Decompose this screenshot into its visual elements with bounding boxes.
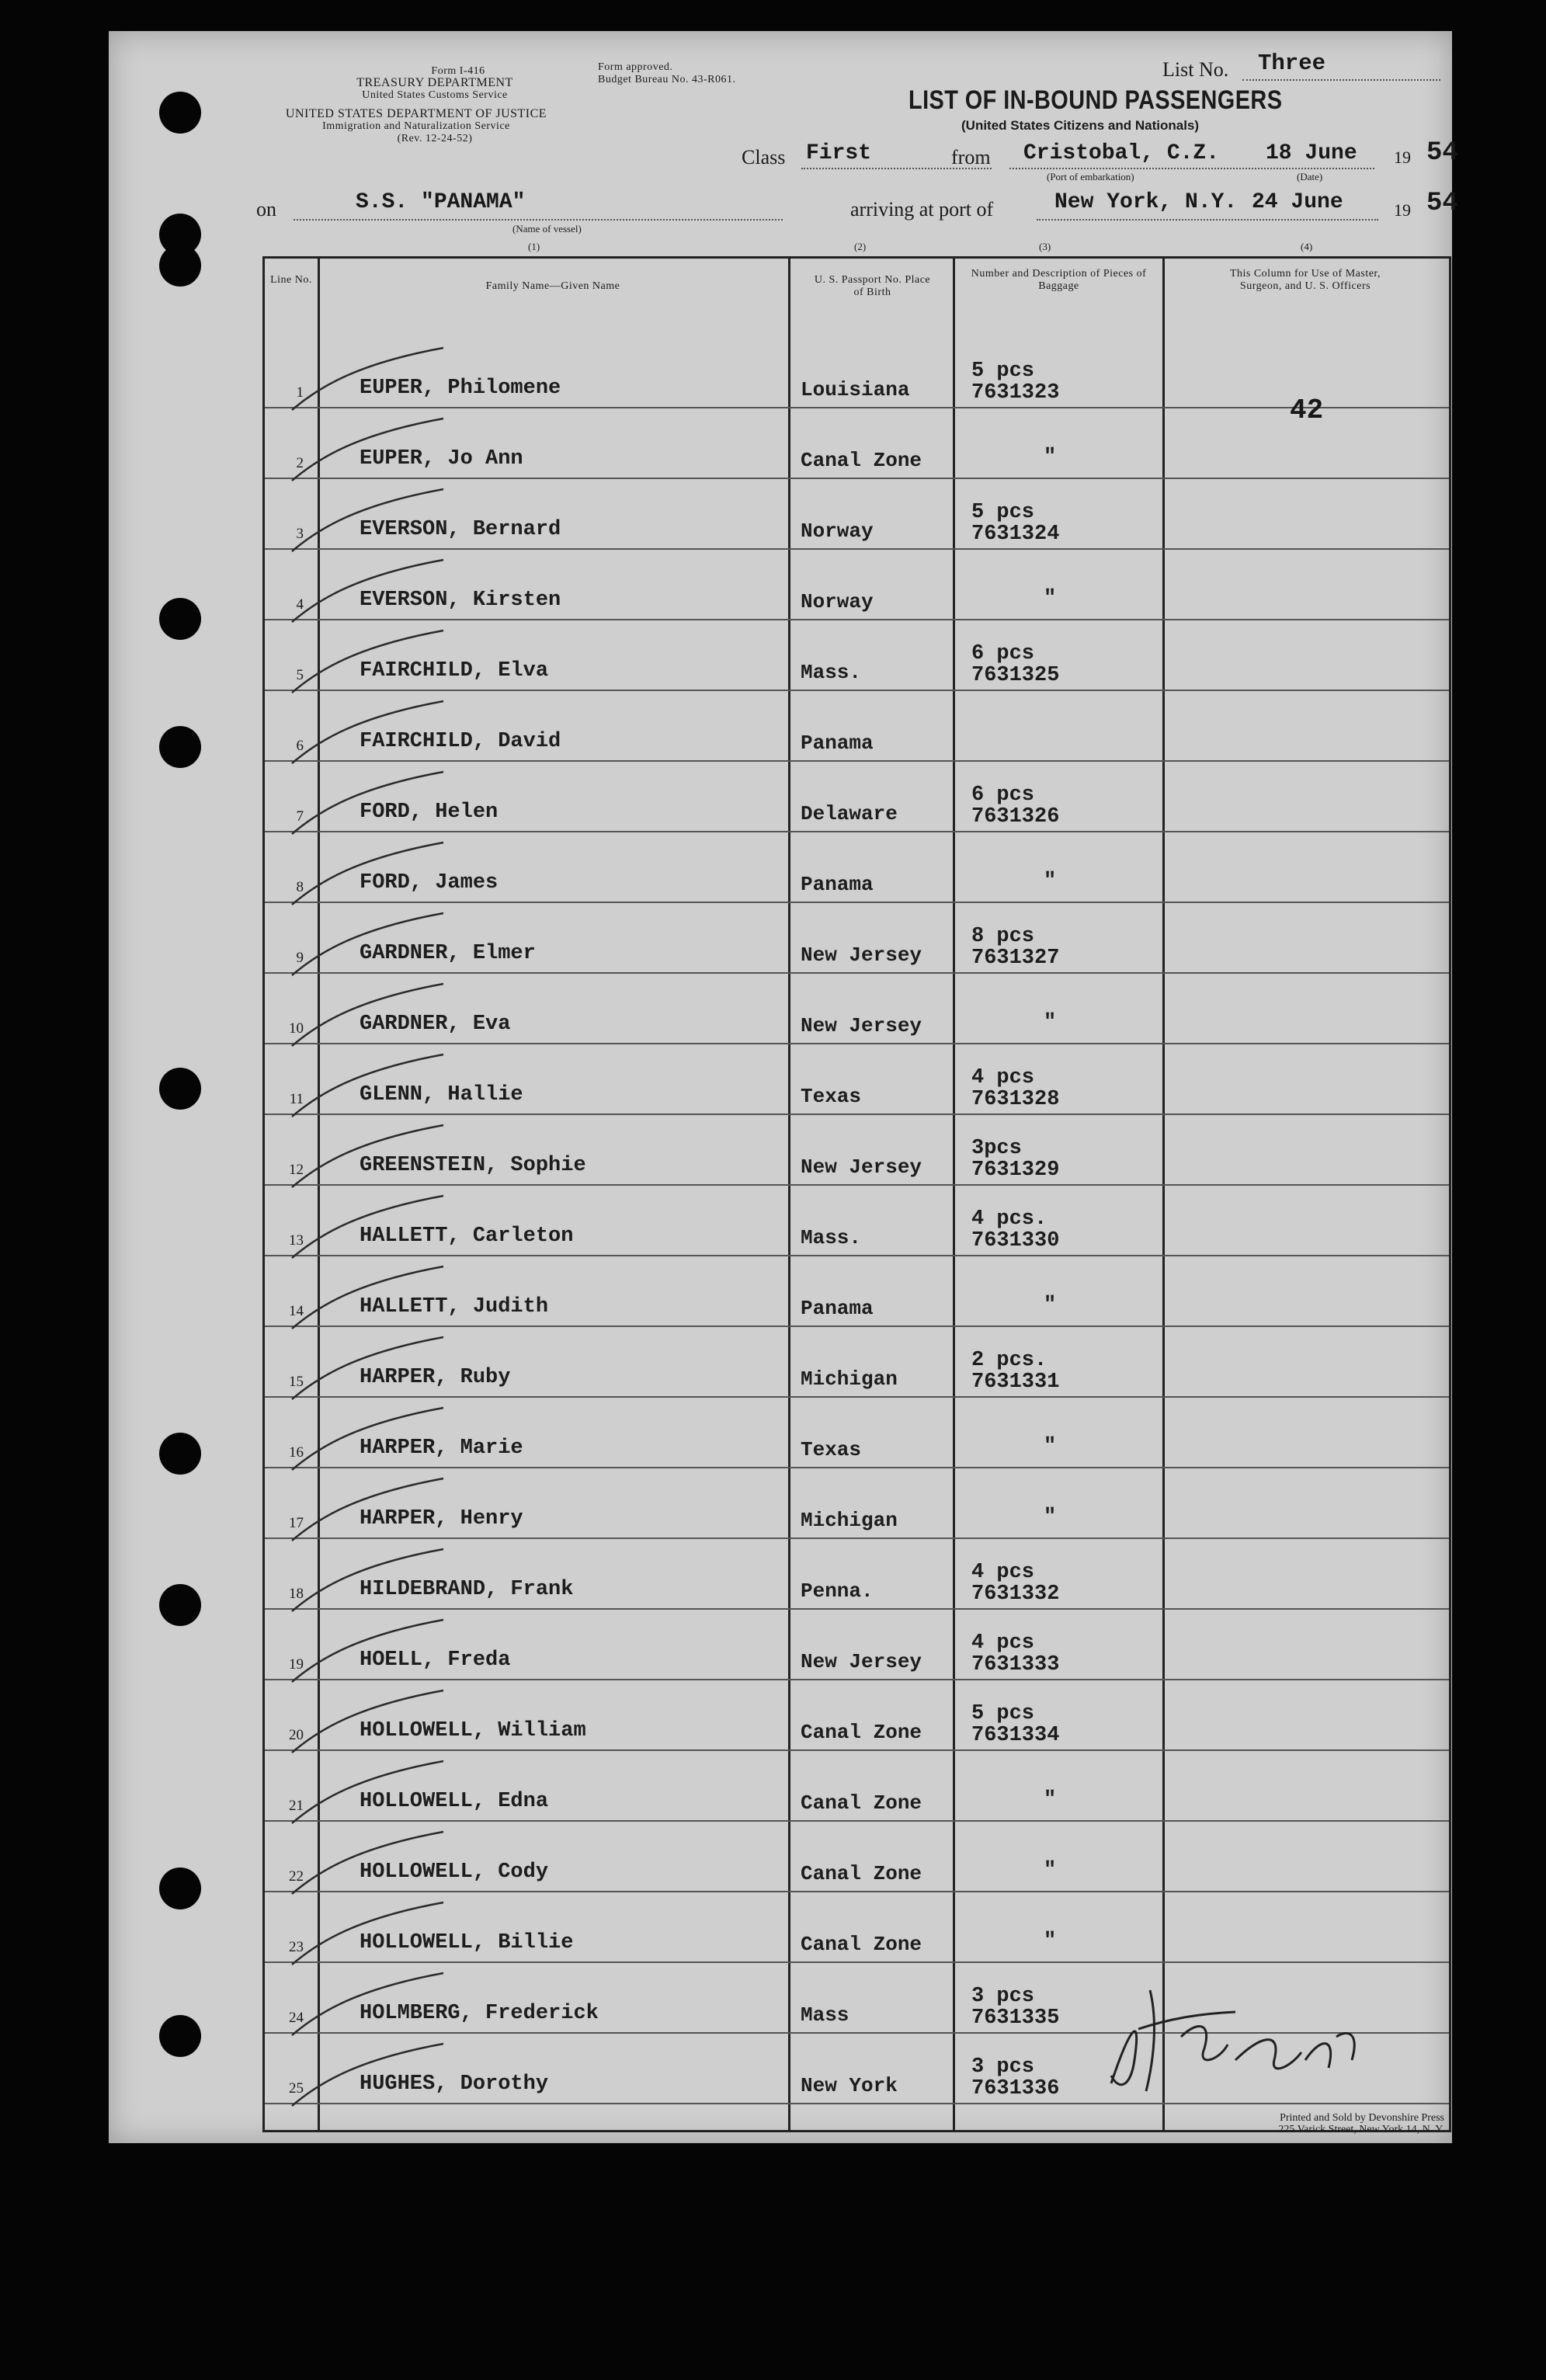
passenger-name: GARDNER, Eva [360, 1013, 511, 1036]
treasury-department: TREASURY DEPARTMENT [356, 76, 513, 89]
line-number: 8 [296, 879, 304, 895]
arrival-date: 24 June [1252, 190, 1343, 214]
passenger-name: HOLMBERG, Frederick [360, 2002, 599, 2025]
header-baggage: Number and Description of Pieces of Baggage [971, 268, 1147, 292]
binder-hole [159, 2015, 201, 2057]
check-mark-icon [288, 485, 459, 555]
line-number: 4 [296, 596, 304, 613]
line-number: 10 [289, 1020, 304, 1037]
baggage-count: " [1044, 1294, 1057, 1317]
baggage-number: 7631330 [971, 1229, 1060, 1253]
baggage-number: 7631329 [971, 1159, 1060, 1182]
line-number: 23 [289, 1939, 304, 1955]
passenger-table [262, 256, 1451, 2132]
passenger-name: EVERSON, Bernard [360, 518, 561, 541]
check-mark-icon [288, 344, 459, 414]
check-mark-icon [288, 1333, 459, 1403]
place-of-birth: Mass. [801, 1226, 862, 1249]
line-number: 6 [296, 738, 304, 754]
passenger-name: HOLLOWELL, Cody [360, 1861, 549, 1884]
page-subtitle: (United States Citizens and Nationals) [961, 118, 1200, 133]
place-of-birth: Texas [801, 1438, 862, 1461]
line-number: 17 [289, 1515, 304, 1531]
baggage-count: " [1044, 1435, 1057, 1458]
binder-hole [159, 245, 201, 287]
place-of-birth: Canal Zone [801, 1862, 922, 1885]
justice-department: UNITED STATES DEPARTMENT OF JUSTICE [285, 107, 547, 120]
place-of-birth: New Jersey [801, 1155, 922, 1179]
on-label: on [256, 198, 276, 221]
baggage-count: " [1044, 1788, 1057, 1812]
place-of-birth: Mass [801, 2003, 849, 2027]
binder-hole [159, 1068, 201, 1110]
line-number: 7 [296, 808, 304, 825]
baggage-number: 7631327 [971, 947, 1060, 970]
line-number: 14 [289, 1303, 304, 1319]
place-of-birth: Panama [801, 873, 874, 896]
line-number: 18 [289, 1586, 304, 1602]
line-number: 20 [289, 1727, 304, 1743]
form-number: Form I-416 [431, 65, 485, 77]
passenger-name: FORD, Helen [360, 801, 499, 824]
baggage-number: 7631328 [971, 1088, 1060, 1111]
arrival-year-prefix: 19 [1394, 200, 1411, 220]
place-of-birth: Canal Zone [801, 449, 922, 472]
passenger-name: GREENSTEIN, Sophie [360, 1154, 586, 1177]
from-date: 18 June [1266, 141, 1357, 165]
baggage-count: 3 pcs [971, 1985, 1035, 2008]
check-mark-icon [288, 1616, 459, 1686]
page-title: LIST OF IN-BOUND PASSENGERS [908, 85, 1283, 115]
baggage-count: " [1044, 1506, 1057, 1529]
baggage-count: 5 pcs [971, 501, 1035, 524]
binder-hole [159, 1433, 201, 1475]
passenger-name: HALLETT, Carleton [360, 1225, 574, 1248]
place-of-birth: Michigan [801, 1367, 898, 1391]
from-line [1009, 168, 1374, 169]
baggage-number: 7631333 [971, 1653, 1060, 1676]
line-number: 2 [296, 455, 304, 471]
passenger-name: HARPER, Marie [360, 1437, 523, 1460]
check-mark-icon [288, 980, 459, 1050]
baggage-count: 5 pcs [971, 1702, 1035, 1725]
officer-signature [1080, 1944, 1391, 2107]
place-of-birth: New Jersey [801, 1650, 922, 1673]
binder-hole [159, 598, 201, 640]
baggage-count: " [1044, 1859, 1057, 1882]
place-of-birth: Michigan [801, 1509, 898, 1532]
baggage-count: " [1044, 870, 1057, 893]
place-of-birth: Panama [801, 1297, 874, 1320]
form-revision: (Rev. 12-24-52) [397, 133, 473, 144]
passenger-name: HOLLOWELL, Billie [360, 1931, 574, 1954]
check-mark-icon [288, 697, 459, 767]
form-approved: Form approved. [598, 61, 673, 73]
passenger-name: HUGHES, Dorothy [360, 2073, 549, 2096]
baggage-count: 3 pcs [971, 2055, 1035, 2079]
check-mark-icon [288, 627, 459, 697]
check-mark-icon [288, 909, 459, 979]
binder-hole [159, 1868, 201, 1909]
place-of-birth: Penna. [801, 1579, 874, 1603]
budget-bureau: Budget Bureau No. 43-R061. [598, 74, 736, 85]
line-number: 3 [296, 526, 304, 542]
baggage-number: 7631323 [971, 381, 1060, 405]
passenger-name: HILDEBRAND, Frank [360, 1578, 574, 1601]
col-number-1: (1) [528, 241, 540, 252]
baggage-count: 4 pcs. [971, 1207, 1047, 1231]
baggage-count: 4 pcs [971, 1561, 1035, 1584]
check-mark-icon [288, 839, 459, 909]
header-passport: U. S. Passport No. Place of Birth [814, 274, 931, 298]
ins-service: Immigration and Naturalization Service [322, 120, 510, 132]
baggage-count: " [1044, 587, 1057, 610]
baggage-count: 5 pcs [971, 360, 1035, 383]
date-caption: (Date) [1297, 171, 1323, 182]
passenger-name: HOLLOWELL, Edna [360, 1790, 549, 1813]
header-officers: This Column for Use of Master, Surgeon, and U. S. Officers [1229, 268, 1381, 292]
check-mark-icon [288, 1899, 459, 1968]
baggage-number: 7631334 [971, 1724, 1060, 1747]
passenger-name: FORD, James [360, 871, 499, 895]
place-of-birth: Panama [801, 731, 874, 755]
baggage-number: 7631326 [971, 805, 1060, 829]
line-number: 25 [289, 2080, 304, 2097]
arrival-port: New York, N.Y. [1054, 190, 1238, 214]
check-mark-icon [288, 1475, 459, 1544]
col-number-2: (2) [854, 241, 867, 252]
line-number: 24 [289, 2010, 304, 2026]
check-mark-icon [288, 2040, 459, 2110]
line-number: 5 [296, 667, 304, 683]
manifest-sheet [109, 31, 1458, 2143]
baggage-count: 6 pcs [971, 783, 1035, 807]
line-number: 19 [289, 1656, 304, 1673]
port-embark-caption: (Port of embarkation) [1047, 171, 1134, 182]
list-no-value: Three [1258, 50, 1326, 76]
list-no-label: List No. [1162, 58, 1229, 81]
place-of-birth: New Jersey [801, 1014, 922, 1037]
baggage-number: 7631325 [971, 664, 1060, 687]
printer-line-2: 225 Varick Street, New York 14, N. Y. [1278, 2124, 1444, 2135]
arriving-label: arriving at port of [850, 198, 994, 221]
place-of-birth: Canal Zone [801, 1933, 922, 1956]
place-of-birth: Canal Zone [801, 1721, 922, 1744]
baggage-number: 7631336 [971, 2077, 1060, 2100]
printer-line-1: Printed and Sold by Devonshire Press [1280, 2112, 1444, 2124]
line-number: 11 [289, 1091, 304, 1107]
check-mark-icon [288, 556, 459, 626]
baggage-number: 7631335 [971, 2006, 1060, 2030]
place-of-birth: Louisiana [801, 378, 910, 401]
check-mark-icon [288, 1757, 459, 1827]
baggage-number: 7631324 [971, 523, 1060, 546]
passenger-name: FAIRCHILD, David [360, 730, 561, 753]
passenger-name: HALLETT, Judith [360, 1295, 549, 1319]
passenger-name: GLENN, Hallie [360, 1083, 523, 1107]
passenger-name: HOLLOWELL, William [360, 1719, 586, 1742]
check-mark-icon [288, 1545, 459, 1615]
passenger-name: EUPER, Jo Ann [360, 447, 523, 471]
check-mark-icon [288, 1121, 459, 1191]
column-divider [953, 259, 955, 2130]
passenger-name: HOELL, Freda [360, 1649, 511, 1672]
baggage-count: 4 pcs [971, 1066, 1035, 1089]
baggage-count: 8 pcs [971, 925, 1035, 948]
vessel-name: S.S. "PANAMA" [356, 190, 526, 214]
passenger-name: EUPER, Philomene [360, 377, 561, 400]
line-number: 15 [289, 1374, 304, 1390]
check-mark-icon [288, 1828, 459, 1898]
passenger-name: GARDNER, Elmer [360, 942, 536, 965]
col-number-3: (3) [1039, 241, 1051, 252]
place-of-birth: Canal Zone [801, 1791, 922, 1815]
line-number: 21 [289, 1798, 304, 1814]
check-mark-icon [288, 1051, 459, 1121]
col-number-4: (4) [1301, 241, 1313, 252]
check-mark-icon [288, 1404, 459, 1474]
header-name: Family Name—Given Name [485, 280, 620, 292]
place-of-birth: Mass. [801, 661, 862, 684]
arrival-year: 54 [1426, 189, 1458, 218]
binder-hole [159, 92, 201, 134]
from-year: 54 [1426, 138, 1458, 168]
from-year-prefix: 19 [1394, 148, 1411, 167]
vessel-caption: (Name of vessel) [512, 223, 582, 235]
column-divider [788, 259, 790, 2130]
class-label: Class [742, 146, 786, 169]
list-no-line [1242, 79, 1440, 81]
check-mark-icon [288, 1969, 459, 2039]
baggage-number: 7631332 [971, 1583, 1060, 1606]
arrival-line [1037, 219, 1378, 221]
baggage-number: 7631331 [971, 1371, 1060, 1394]
place-of-birth: New York [801, 2074, 898, 2097]
officer-note: 42 [1290, 394, 1324, 426]
header-line-no: Line No. [270, 274, 312, 286]
line-number: 22 [289, 1868, 304, 1885]
class-value: First [806, 141, 872, 165]
baggage-count: " [1044, 1930, 1057, 1953]
binder-hole [159, 726, 201, 768]
from-label: from [951, 146, 991, 169]
from-port: Cristobal, C.Z. [1023, 141, 1220, 165]
customs-service: United States Customs Service [362, 89, 508, 101]
line-number: 16 [289, 1444, 304, 1461]
check-mark-icon [288, 768, 459, 838]
check-mark-icon [288, 1192, 459, 1262]
check-mark-icon [288, 1687, 459, 1756]
place-of-birth: New Jersey [801, 943, 922, 967]
passenger-name: FAIRCHILD, Elva [360, 659, 549, 683]
baggage-count: " [1044, 446, 1057, 469]
place-of-birth: Norway [801, 519, 874, 543]
baggage-count: 2 pcs. [971, 1349, 1047, 1372]
line-number: 9 [296, 950, 304, 966]
baggage-count: 6 pcs [971, 642, 1035, 665]
check-mark-icon [288, 415, 459, 485]
baggage-count: 4 pcs [971, 1631, 1035, 1655]
passenger-name: HARPER, Henry [360, 1507, 523, 1530]
passenger-name: EVERSON, Kirsten [360, 589, 561, 612]
binder-hole [159, 1584, 201, 1626]
line-number: 1 [296, 384, 304, 401]
line-number: 12 [289, 1162, 304, 1178]
place-of-birth: Texas [801, 1085, 862, 1108]
baggage-count: " [1044, 1011, 1057, 1034]
check-mark-icon [288, 1263, 459, 1332]
place-of-birth: Norway [801, 590, 874, 613]
column-divider [1162, 259, 1165, 2130]
passenger-name: HARPER, Ruby [360, 1366, 511, 1389]
vessel-line [294, 219, 783, 221]
baggage-count: 3pcs [971, 1137, 1022, 1160]
line-number: 13 [289, 1232, 304, 1249]
place-of-birth: Delaware [801, 802, 898, 825]
